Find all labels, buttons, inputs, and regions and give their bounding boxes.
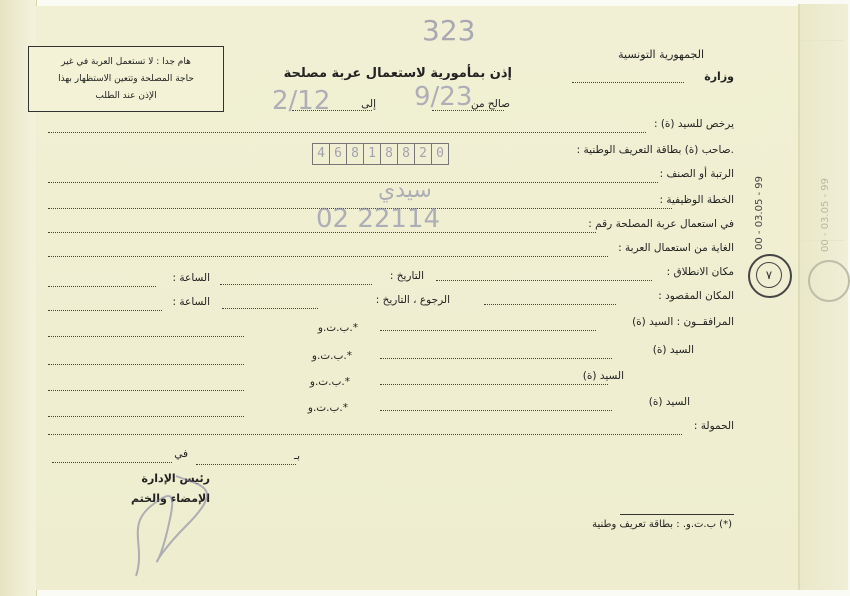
destination-label: المكان المقصود : (658, 290, 734, 302)
companion-2-label: السيد (ة) (652, 344, 694, 356)
handwritten-vehicle-number: 02 22114 (316, 204, 441, 234)
stamp-line-1: هام جدا : لا تستعمل العربة في غير (61, 57, 191, 67)
at-label: بـ (294, 450, 300, 462)
valid-from-label: صالح من (470, 98, 510, 110)
footnote: (*) ب.ت.و. : بطاقة تعريف وطنية (592, 519, 732, 530)
vehicle-label: في استعمال عربة المصلحة رقم : (588, 218, 734, 230)
departure-time-label: الساعة : (172, 272, 210, 284)
handwritten-signature (106, 466, 216, 586)
companion-3-label: السيد (ة) (582, 370, 624, 382)
stamp-line-3: الإذن عند الطلب (95, 91, 157, 101)
authorized-label: يرخص للسيد (ة) : (653, 118, 734, 130)
return-date-label: الرجوع ، التاريخ : (375, 294, 450, 306)
handwritten-function: سيدي (378, 178, 432, 203)
to-label: إلى (361, 98, 376, 110)
handwritten-form-number: 323 (422, 14, 476, 47)
companion-1-cin-label: ب.ت.و.* (317, 322, 358, 334)
rank-label: الرتبة أو الصنف : (659, 168, 734, 180)
departure-date-label: التاريخ : (389, 270, 424, 282)
stamp-line-2: حاجة المصلحة وتتعين الاستظهار بهذا (58, 74, 194, 84)
handwritten-date-to: 9/23 (414, 82, 473, 112)
cin-holder-label: .صاحب (ة) بطاقة التعريف الوطنية : (576, 144, 734, 156)
companion-3-cin-label: ب.ت.و.* (309, 376, 350, 388)
companions-label: المرافقــون : السيد (ة) (632, 316, 734, 328)
page-title: إذن بمأمورية لاستعمال عربة مصلحة (283, 66, 512, 81)
faded-seal (808, 260, 850, 302)
in-label: في (174, 448, 188, 460)
cin-boxes: 0 2 8 8 1 8 6 4 (312, 143, 449, 165)
companion-2-cin-label: ب.ت.و.* (311, 350, 352, 362)
signature-subtitle: الإمضاء والختم (131, 492, 210, 505)
departure-label: مكان الانطلاق : (666, 266, 734, 278)
return-time-label: الساعة : (172, 296, 210, 308)
companion-4-label: السيد (ة) (648, 396, 690, 408)
stub-serial: 00 - 03.05 - 99 (754, 175, 765, 250)
handwritten-date-from: 2/12 (272, 86, 331, 116)
warning-stamp-box (28, 46, 224, 112)
load-label: الحمولة : (693, 420, 734, 432)
function-label: الخطة الوظيفية : (659, 194, 734, 206)
purpose-label: الغاية من استعمال العربة : (618, 242, 734, 254)
stub-serial-faded: 00 - 03.05 - 99 (820, 177, 831, 252)
companion-4-cin-label: ب.ت.و.* (307, 402, 348, 414)
tax-stamp-seal: ٧ (748, 254, 792, 298)
republic-label: الجمهورية التونسية (618, 48, 704, 61)
ministry-label: وزارة (704, 70, 734, 83)
signature-title: رئيس الإدارة (141, 472, 210, 485)
